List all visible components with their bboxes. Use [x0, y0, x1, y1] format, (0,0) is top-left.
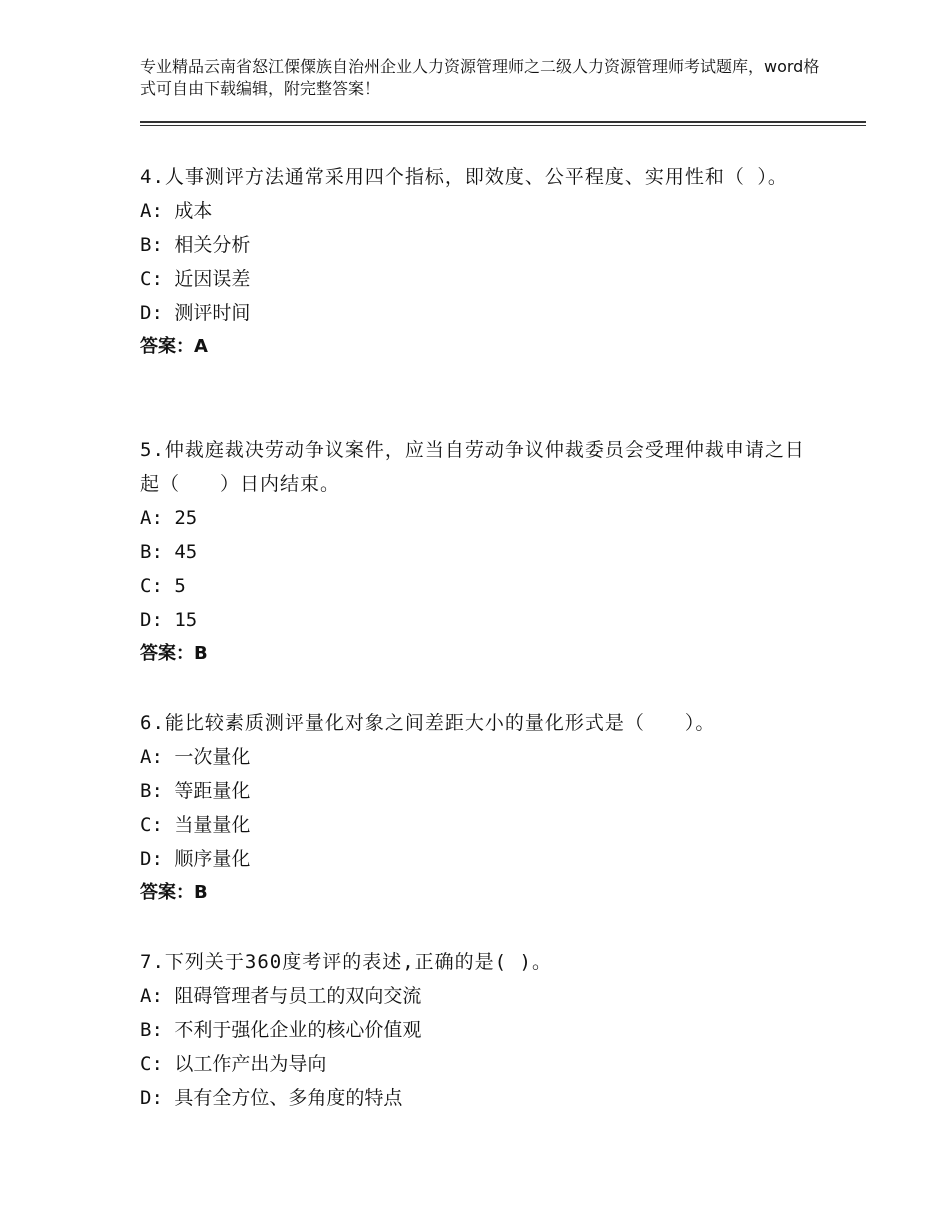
option-c: C: 近因误差: [140, 268, 251, 290]
question-stem: 4.人事测评方法通常采用四个指标，即效度、公平程度、实用性和（ ）。: [140, 166, 788, 188]
option-a: A: 阻碍管理者与员工的双向交流: [140, 985, 422, 1007]
header-divider-thick: [140, 121, 866, 123]
option-a: A: 25: [140, 507, 198, 529]
question-6: [140, 706, 820, 910]
option-c: C: 以工作产出为导向: [140, 1053, 327, 1075]
question-stem: 7.下列关于360度考评的表述,正确的是( )。: [140, 951, 552, 973]
option-d: D: 测评时间: [140, 302, 251, 324]
option-c: C: 5: [140, 575, 186, 597]
question-7: [140, 945, 820, 1115]
question-4: [140, 160, 820, 364]
option-a: A: 成本: [140, 200, 213, 222]
header-divider-thin: [140, 125, 866, 126]
question-5: [140, 433, 820, 671]
option-a: A: 一次量化: [140, 746, 251, 768]
question-stem: 5.仲裁庭裁决劳动争议案件，应当自劳动争议仲裁委员会受理仲裁申请之日起（ ）日内结束。: [140, 439, 805, 495]
option-c: C: 当量量化: [140, 814, 251, 836]
question-stem: 6.能比较素质测评量化对象之间差距大小的量化形式是（ ）。: [140, 712, 716, 734]
option-b: B: 45: [140, 541, 198, 563]
answer-label: 答案：B: [140, 643, 208, 664]
option-d: D: 具有全方位、多角度的特点: [140, 1087, 403, 1109]
option-d: D: 15: [140, 609, 198, 631]
answer-label: 答案：B: [140, 882, 208, 903]
option-b: B: 相关分析: [140, 234, 251, 256]
answer-label: 答案：A: [140, 336, 208, 357]
option-d: D: 顺序量化: [140, 848, 251, 870]
option-b: B: 等距量化: [140, 780, 251, 802]
document-header: 专业精品云南省怒江傈僳族自治州企业人力资源管理师之二级人力资源管理师考试题库，word格式可自由下载编辑，附完整答案！: [140, 57, 820, 98]
option-b: B: 不利于强化企业的核心价值观: [140, 1019, 422, 1041]
